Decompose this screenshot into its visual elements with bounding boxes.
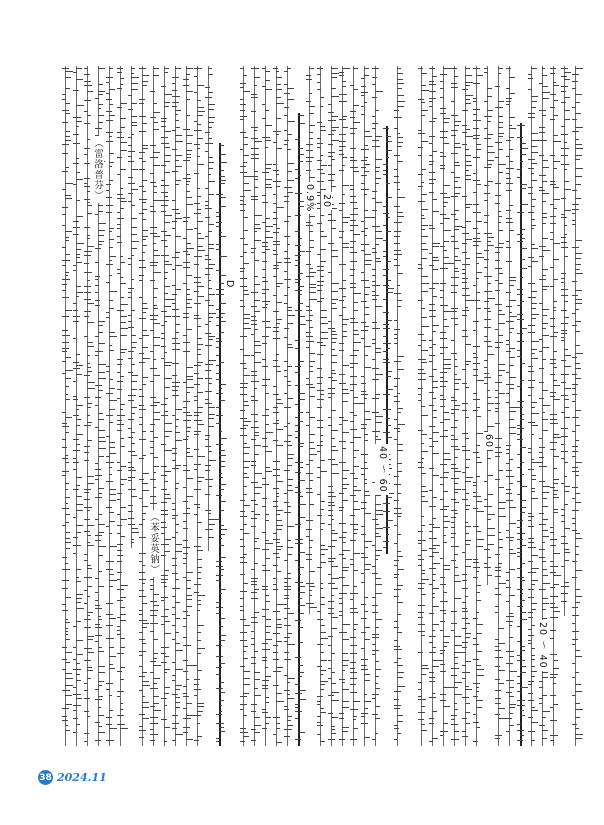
- text-line: [73, 66, 81, 746]
- text-line: [418, 66, 426, 746]
- text-line: [306, 66, 314, 614]
- text-column-2: [236, 66, 406, 746]
- text-line: [361, 66, 369, 746]
- text-line: [506, 66, 514, 746]
- text-line: [394, 66, 402, 746]
- text-line: [484, 66, 492, 585]
- text-line: [473, 66, 481, 746]
- inline-number: 20 ～ 40: [537, 622, 548, 669]
- text-line: [284, 66, 292, 746]
- inline-latin-letter: D: [224, 280, 235, 289]
- text-line: [117, 66, 125, 746]
- issue-date: 2024.11: [57, 771, 107, 784]
- text-line: [317, 66, 325, 746]
- text-line: [339, 66, 347, 746]
- text-line: [240, 66, 248, 746]
- text-line: [328, 66, 336, 746]
- text-line: [62, 66, 70, 746]
- text-line: [161, 66, 169, 746]
- section-heading-line: [517, 123, 525, 746]
- text-line: [106, 66, 114, 746]
- text-line: [172, 66, 180, 746]
- page-number-badge: 38: [38, 770, 53, 785]
- text-line: [429, 66, 437, 746]
- text-line: [572, 66, 580, 746]
- text-line: [350, 66, 358, 746]
- text-line: [139, 66, 147, 746]
- text-line: [440, 66, 448, 746]
- inline-chinese-drug-name: （苯妥英钠）: [148, 512, 159, 575]
- text-line: [183, 66, 191, 746]
- text-line: [262, 66, 270, 746]
- text-line: [561, 66, 569, 616]
- text-line: [451, 66, 459, 746]
- text-line: [128, 66, 136, 548]
- text-line: [205, 66, 213, 551]
- text-line: [150, 66, 158, 746]
- text-line: [251, 66, 259, 746]
- text-column-1: [58, 66, 228, 746]
- inline-number: 60: [483, 434, 494, 449]
- text-line: [550, 66, 558, 746]
- text-line: [273, 66, 281, 746]
- text-line: [462, 66, 470, 746]
- inline-number: 20: [321, 194, 332, 209]
- inline-number: 0.9%: [304, 184, 315, 213]
- inline-number: 40 ～ 60: [377, 446, 388, 493]
- page-footer: [38, 770, 107, 785]
- text-line: [194, 66, 202, 746]
- section-heading-line: [216, 143, 224, 746]
- section-heading-line: [295, 113, 303, 746]
- text-column-3: [414, 66, 584, 746]
- text-line: [372, 66, 380, 746]
- text-line: [495, 66, 503, 746]
- inline-chinese-drug-name: （雷洛普芬）: [92, 138, 103, 201]
